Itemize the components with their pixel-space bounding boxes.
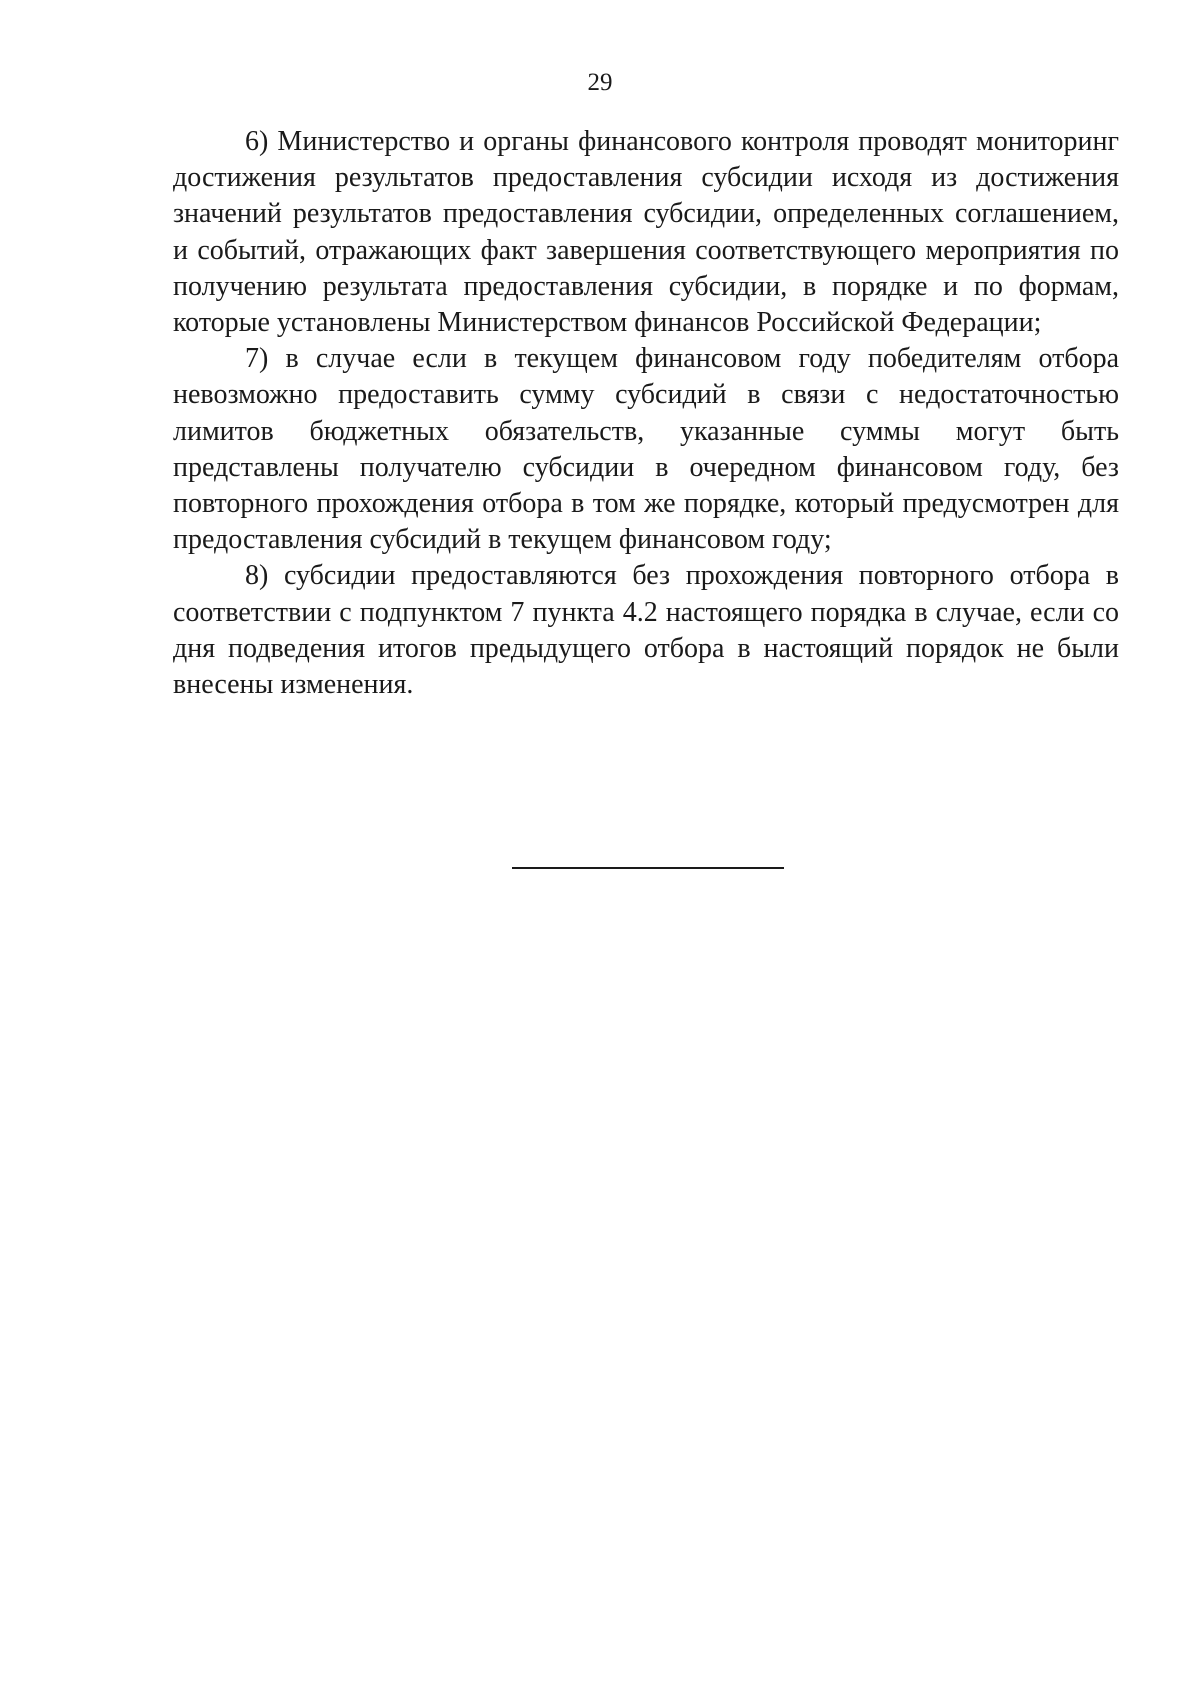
paragraph-item-7: 7) в случае если в текущем финансовом году победителям отбора невозможно предоставить сумму субсидий в связи с недостаточностью лимитов бюджетных обязательств, указанные суммы могут быть представлены получателю субсидии в очередном финансовом году, без повторного прохождения отбора в том же порядке, который предусмотрен для предоставления субсидий в текущем финансовом году; (173, 343, 1119, 556)
paragraph-item-8: 8) субсидии предоставляются без прохождения повторного отбора в соответствии с подпунктом 7 пункта 4.2 настоящего порядка в случае, если со дня подведения итогов предыдущего отбора в настоящий порядок не были внесены изменения. (173, 560, 1119, 701)
page-number: 29 (587, 69, 613, 96)
end-of-document-rule (512, 867, 784, 869)
document-body (173, 124, 1119, 703)
paragraph-item-6: 6) Министерство и органы финансового контроля проводят мониторинг достижения результатов предоставления субсидии исходя из достижения значений результатов предоставления субсидии, определенных соглашением, и событий, отражающих факт завершения соответствующего мероприятия по получению результата предоставления субсидии, в порядке и по формам, которые установлены Министерством финансов Российской Федерации; (173, 126, 1119, 339)
